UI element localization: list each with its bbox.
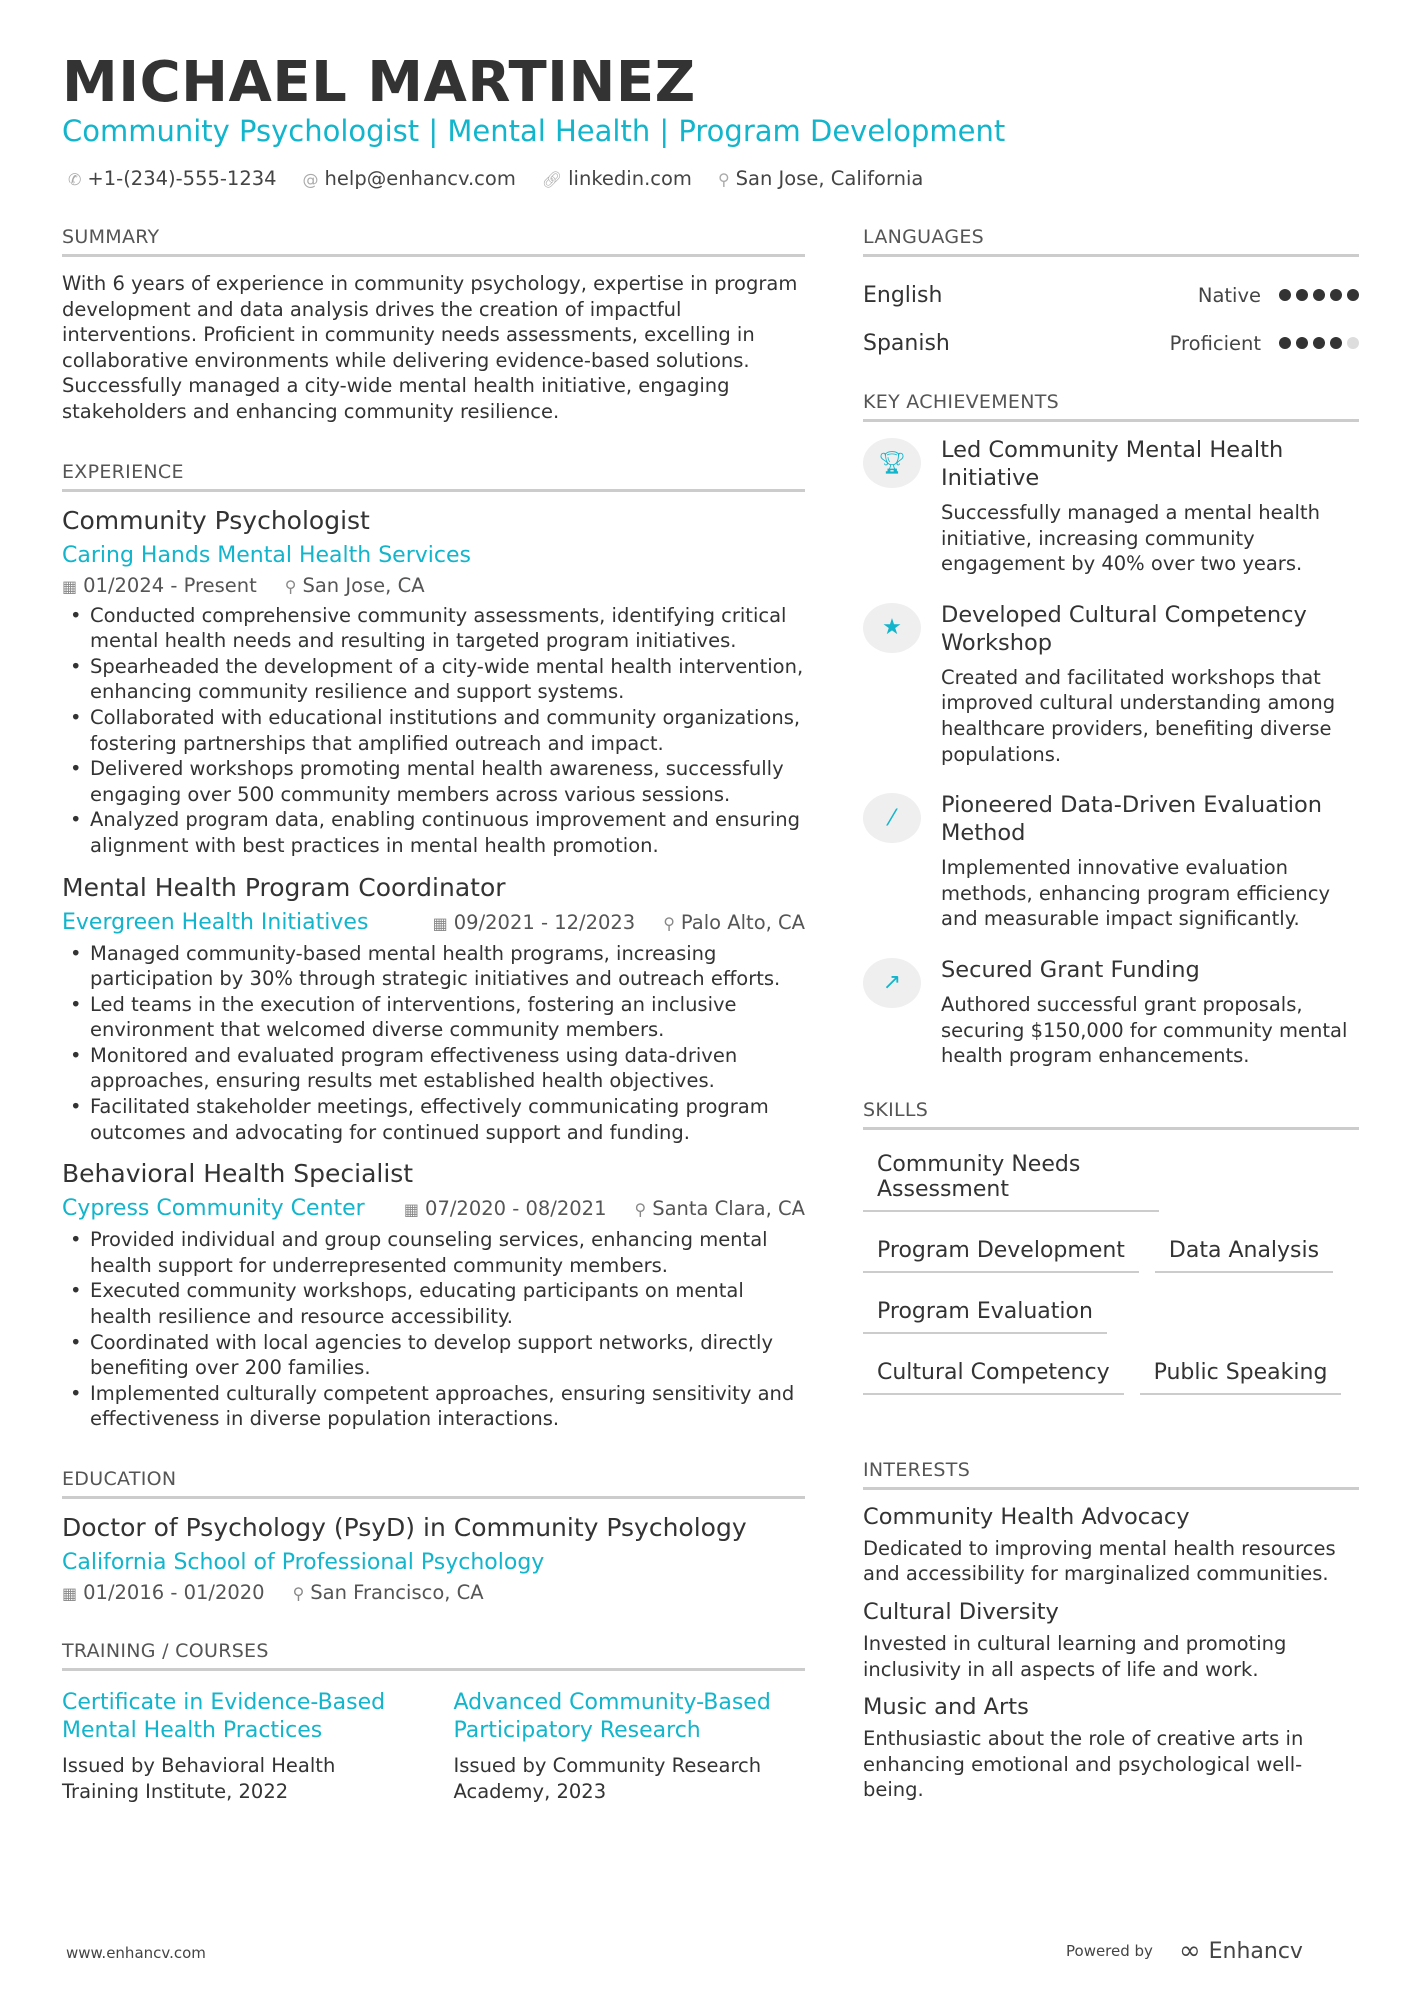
achievement-item: ⁄ Pioneered Data-Driven Evaluation Method Implemented innovative evaluation methods, enhancing program efficiency and measurable impact significantly. bbox=[863, 791, 1359, 932]
training-title: Advanced Community-Based Participatory Research bbox=[453, 1690, 771, 1743]
rating-dot bbox=[1347, 337, 1359, 349]
job bbox=[62, 873, 805, 1146]
footer-branding bbox=[1066, 1936, 1303, 1966]
rating-dots bbox=[1279, 289, 1359, 301]
location-icon: ⚲ bbox=[634, 1200, 647, 1220]
candidate-title: Community Psychologist | Mental Health | Program Development bbox=[62, 114, 1006, 148]
rating-dot bbox=[1279, 337, 1291, 349]
training-heading: TRAINING / COURSES bbox=[62, 1640, 805, 1671]
training-item bbox=[454, 1685, 806, 1804]
job-bullets bbox=[62, 603, 805, 859]
calendar-icon: ▦ bbox=[403, 1200, 420, 1220]
company: Evergreen Health Initiatives bbox=[62, 909, 369, 935]
interest-item: Community Health Advocacy Dedicated to improving mental health resources and accessibility for marginalized communities. bbox=[863, 1503, 1336, 1586]
strategy-icon: ↗ bbox=[863, 958, 921, 1008]
achievement-item: ★ Developed Cultural Competency Workshop Created and facilitated workshops that improved cultural understanding among healthcare providers, benefiting diverse populations. bbox=[863, 601, 1359, 767]
bullet: • Facilitated stakeholder meetings, effectively communicating program outcomes and advocating for continued support and funding. bbox=[62, 1094, 805, 1145]
calendar-icon: ▦ bbox=[62, 1584, 78, 1603]
location-icon: ⚲ bbox=[284, 576, 297, 596]
footer-website[interactable]: www.enhancv.com bbox=[66, 1944, 206, 1962]
interest-item: Cultural Diversity Invested in cultural learning and promoting inclusivity in all aspects of life and work. bbox=[863, 1598, 1287, 1681]
job-bullets bbox=[62, 1227, 805, 1432]
skill-tag: Public Speaking bbox=[1140, 1352, 1342, 1395]
left-column bbox=[62, 226, 805, 1804]
link-icon: 🔗︎ bbox=[541, 170, 563, 189]
company: Cypress Community Center bbox=[62, 1196, 365, 1222]
languages-heading: LANGUAGES bbox=[863, 226, 1359, 257]
company: Caring Hands Mental Health Services bbox=[62, 542, 471, 568]
enhancv-logo[interactable]: ∞ Enhancv bbox=[1178, 1936, 1303, 1966]
achievement-item: ↗ Secured Grant Funding Authored successful grant proposals, securing $150,000 for community mental health program enhancements. bbox=[863, 956, 1359, 1069]
calendar-icon: ▦ bbox=[432, 913, 448, 933]
interest-item: Music and Arts Enthusiastic about the role of creative arts in enhancing emotional and psychological well-being. bbox=[863, 1694, 1304, 1802]
rating-dot bbox=[1296, 337, 1308, 349]
phone-icon: ✆ bbox=[68, 170, 82, 189]
powered-by-label: Powered by bbox=[1066, 1942, 1153, 1960]
job-meta: ▦ 07/2020 - 08/2021 ⚲ Santa Clara, CA bbox=[403, 1197, 805, 1221]
rating-dot bbox=[1313, 289, 1325, 301]
bullet: • Managed community-based mental health programs, increasing participation by 30% through strategic initiatives and outreach efforts. bbox=[62, 941, 805, 992]
skill-tag: Cultural Competency bbox=[863, 1352, 1124, 1395]
rating-dot bbox=[1347, 289, 1359, 301]
summary-text: With 6 years of experience in community psychology, expertise in program development and data analysis drives the creation of impactful interventions. Proficient in community needs assessments, excelling in collaborative environments while delivering evidence-based solutions. Successfully managed a city-wide mental health initiative, engaging stakeholders and enhancing community resilience. bbox=[62, 272, 798, 423]
job-meta: ▦ 09/2021 - 12/2023 ⚲ Palo Alto, CA bbox=[432, 910, 805, 934]
job-meta: ▦ 01/2024 - Present ⚲ San Jose, CA bbox=[62, 573, 425, 597]
rating-dot bbox=[1330, 289, 1342, 301]
bullet: • Coordinated with local agencies to develop support networks, directly benefiting over 200 families. bbox=[62, 1330, 805, 1381]
bullet: • Implemented culturally competent approaches, ensuring sensitivity and effectiveness in diverse population interactions. bbox=[62, 1381, 805, 1432]
bullet: • Spearheaded the development of a city-wide mental health intervention, enhancing community resilience and support systems. bbox=[62, 654, 805, 705]
at-icon: @ bbox=[302, 170, 319, 189]
location-icon: ⚲ bbox=[663, 913, 675, 933]
rating-dot bbox=[1330, 337, 1342, 349]
interests-heading: INTERESTS bbox=[863, 1459, 1359, 1490]
achievement-item: 🏆︎ Led Community Mental Health Initiative Successfully managed a mental health initiative, increasing community engagement by 40% over two years. bbox=[863, 436, 1359, 577]
rating-dot bbox=[1313, 337, 1325, 349]
contact-linkedin[interactable]: 🔗︎ linkedin.com bbox=[541, 167, 692, 190]
job-title: Community Psychologist bbox=[62, 505, 370, 535]
bullet: • Provided individual and group counseling services, enhancing mental health support for underrepresented community members. bbox=[62, 1227, 805, 1278]
bullet: • Conducted comprehensive community assessments, identifying critical mental health needs and resulting in targeted program initiatives. bbox=[62, 603, 805, 654]
summary-heading: SUMMARY bbox=[62, 226, 805, 257]
rating-dots bbox=[1279, 337, 1359, 349]
education-heading: EDUCATION bbox=[62, 1468, 805, 1499]
bullet: • Delivered workshops promoting mental health awareness, successfully engaging over 500 community members across various sessions. bbox=[62, 756, 805, 807]
calendar-icon: ▦ bbox=[62, 576, 78, 596]
enhancv-logo-icon: ∞ bbox=[1178, 1936, 1201, 1966]
bullet: • Collaborated with educational institutions and community organizations, fostering partnerships that amplified outreach and impact. bbox=[62, 705, 805, 756]
skill-tag: Program Development bbox=[863, 1230, 1139, 1273]
bullet: • Analyzed program data, enabling continuous improvement and ensuring alignment with best practices in mental health promotion. bbox=[62, 807, 805, 858]
job-bullets bbox=[62, 941, 805, 1146]
job bbox=[62, 506, 805, 859]
skill-tag: Program Evaluation bbox=[863, 1291, 1107, 1334]
skills-heading: SKILLS bbox=[863, 1099, 1359, 1130]
contact-phone: ✆ +1-(234)-555-1234 bbox=[68, 167, 277, 190]
degree: Doctor of Psychology (PsyD) in Community Psychology bbox=[62, 1513, 747, 1542]
job-title: Mental Health Program Coordinator bbox=[62, 872, 506, 902]
training-item bbox=[62, 1685, 414, 1804]
candidate-name: MICHAEL MARTINEZ bbox=[62, 50, 696, 115]
school: California School of Professional Psychology bbox=[62, 1550, 545, 1575]
job-title: Behavioral Health Specialist bbox=[62, 1159, 414, 1189]
skills-list bbox=[863, 1144, 1359, 1413]
job bbox=[62, 1159, 805, 1432]
experience-heading: EXPERIENCE bbox=[62, 461, 805, 492]
rating-dot bbox=[1279, 289, 1291, 301]
bullet: • Monitored and evaluated program effectiveness using data-driven approaches, ensuring results met established health objectives. bbox=[62, 1043, 805, 1094]
contact-location: ⚲ San Jose, California bbox=[717, 167, 924, 190]
magic-wand-icon: ⁄ bbox=[863, 793, 921, 843]
bullet: • Executed community workshops, educating participants on mental health resilience and resource accessibility. bbox=[62, 1278, 805, 1329]
training-title: Certificate in Evidence-Based Mental Health Practices bbox=[62, 1690, 386, 1743]
contact-email[interactable]: @ help@enhancv.com bbox=[302, 167, 516, 190]
location-icon: ⚲ bbox=[717, 170, 730, 189]
language-item: Spanish Proficient bbox=[863, 319, 1359, 367]
skill-tag: Data Analysis bbox=[1155, 1230, 1333, 1273]
trophy-icon: 🏆︎ bbox=[863, 438, 921, 488]
rating-dot bbox=[1296, 289, 1308, 301]
training-desc: Issued by Community Research Academy, 2023 bbox=[453, 1754, 762, 1803]
training-list bbox=[62, 1685, 805, 1804]
education-meta: ▦ 01/2016 - 01/2020 ⚲ San Francisco, CA bbox=[62, 1581, 484, 1604]
right-column bbox=[863, 226, 1359, 1803]
location-icon: ⚲ bbox=[292, 1584, 305, 1603]
language-item: English Native bbox=[863, 271, 1359, 319]
training-desc: Issued by Behavioral Health Training Institute, 2022 bbox=[62, 1754, 336, 1803]
contact-info bbox=[68, 167, 923, 190]
bullet: • Led teams in the execution of interventions, fostering an inclusive environment that welcomed diverse community members. bbox=[62, 992, 805, 1043]
skill-tag: Community Needs Assessment bbox=[863, 1144, 1159, 1212]
achievements-heading: KEY ACHIEVEMENTS bbox=[863, 391, 1359, 422]
star-icon: ★ bbox=[863, 603, 921, 653]
